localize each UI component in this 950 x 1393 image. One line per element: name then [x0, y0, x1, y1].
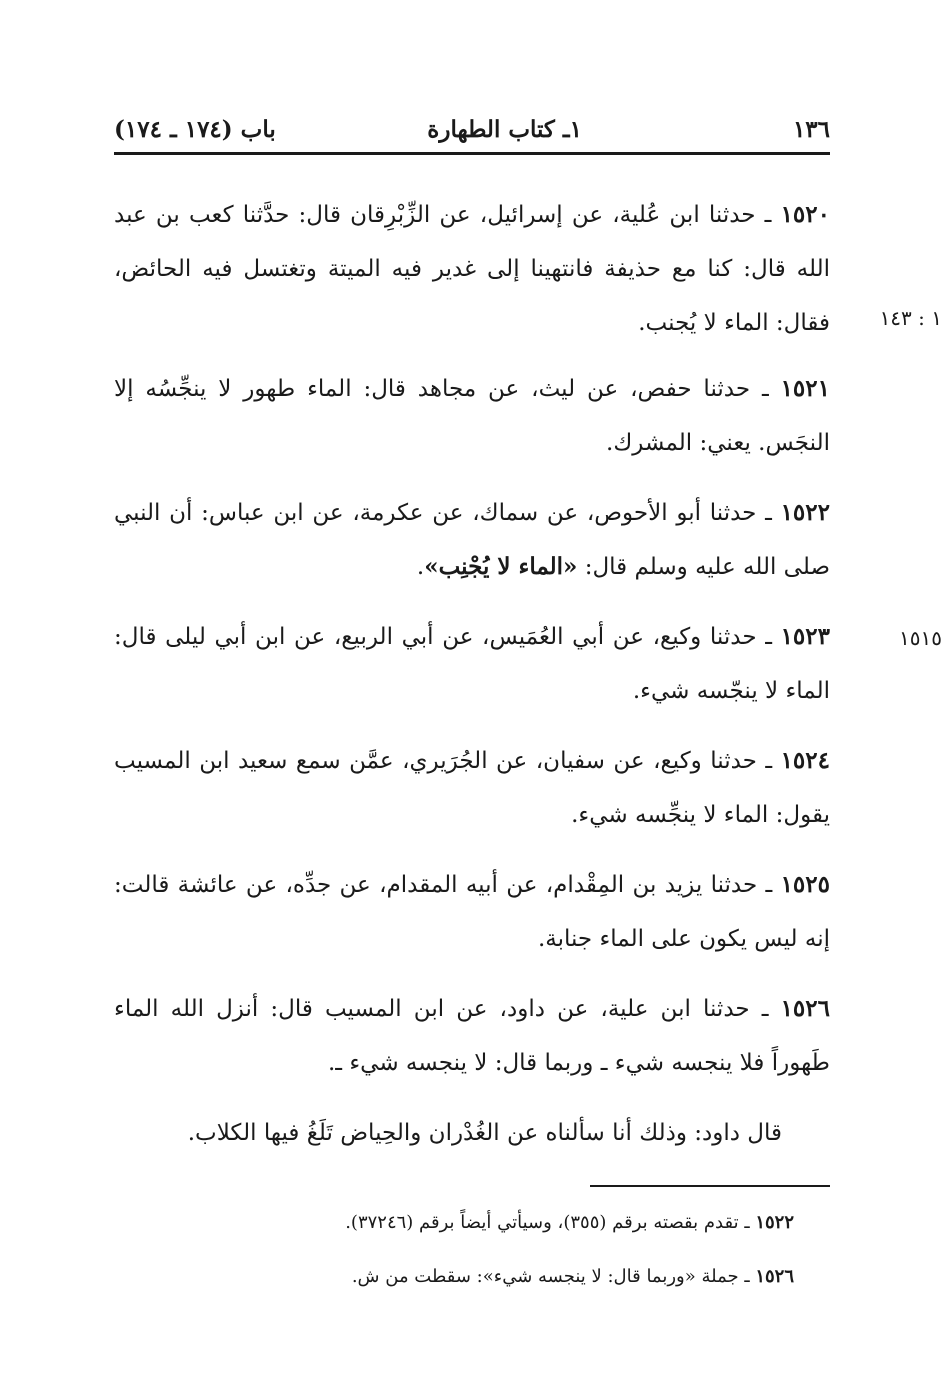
page-number: ١٣٦ — [792, 116, 830, 143]
hadith-number: ١٥٢٠ — [780, 201, 830, 228]
margin-note-reference: ١٥١٥ — [899, 626, 942, 650]
footnote-number: ١٥٢٢ — [755, 1212, 794, 1233]
book-title: ١ـ كتاب الطهارة — [427, 116, 582, 143]
hadith-1520 — [114, 188, 830, 350]
hadith-text: ـ حدثنا ابن علية، عن داود، عن ابن المسيب قال: أنزل الله الماء طَهوراً فلا ينجسه شيء ـ وربما قال: لا ينجسه شيء ـ. — [114, 996, 830, 1076]
footnote-text: ـ جملة «وربما قال: لا ينجسه شيء»: سقطت من ش. — [351, 1266, 756, 1287]
hadith-number: ١٥٢٥ — [780, 871, 830, 898]
footnote-text: ـ تقدم بقصته برقم (٣٥٥)، وسيأتي أيضاً برقم (٣٧٢٤٦). — [345, 1212, 756, 1233]
chapter-range: باب (١٧٤ ـ ١٧٤) — [114, 116, 276, 143]
hadith-continuation: قال داود: وذلك أنا سألناه عن الغُدْران والحِياض تَلَغُ فيها الكلاب. — [187, 1120, 782, 1146]
hadith-text: ـ حدثنا أبو الأحوص، عن سماك، عن عكرمة، عن ابن عباس: أن النبي صلى الله عليه وسلم قال: — [114, 500, 830, 580]
hadith-number: ١٥٢٤ — [780, 747, 830, 774]
page-header — [114, 112, 830, 152]
hadith-1522 — [114, 486, 830, 594]
hadith-number: ١٥٢٦ — [780, 995, 830, 1022]
hadith-text: ـ حدثنا ابن عُلية، عن إسرائيل، عن الزِّبْرِقان قال: حدَّثنا كعب بن عبد الله قال: كنا مع حذيفة فانتهينا إلى غدير فيه الميتة وتغتسل فيه الحائض، فقال: الماء لا يُجنب. — [114, 202, 830, 336]
hadith-number: ١٥٢١ — [780, 375, 830, 402]
hadith-number: ١٥٢٣ — [780, 623, 830, 650]
hadith-1525 — [114, 858, 830, 966]
hadith-1524 — [114, 734, 830, 842]
hadith-1526 — [114, 982, 830, 1090]
footnote-rule — [590, 1185, 830, 1187]
footnote-1526 — [114, 1262, 794, 1292]
footnote-1522 — [114, 1208, 794, 1238]
hadith-quote: «الماء لا يُجْنِب» — [424, 553, 578, 580]
hadith-text: ـ حدثنا يزيد بن المِقْدام، عن أبيه المقدام، عن جدِّه، عن عائشة قالت: إنه ليس يكون على الماء جنابة. — [114, 872, 830, 952]
hadith-1523 — [114, 610, 830, 718]
header-rule — [114, 152, 830, 155]
hadith-text: ـ حدثنا وكيع، عن أبي العُمَيس، عن أبي الربيع، عن ابن أبي ليلى قال: الماء لا ينجّسه شيء. — [114, 624, 830, 704]
hadith-1521 — [114, 362, 830, 470]
margin-note-volume-page: ١ : ١٤٣ — [879, 306, 942, 330]
hadith-text: ـ حدثنا حفص، عن ليث، عن مجاهد قال: الماء طهور لا ينجِّسُه إلا النجَس. يعني: المشرك. — [114, 376, 830, 456]
footnote-number: ١٥٢٦ — [755, 1266, 794, 1287]
hadith-tail: . — [416, 554, 425, 580]
hadith-text: ـ حدثنا وكيع، عن سفيان، عن الجُرَيري، عمَّن سمع سعيد ابن المسيب يقول: الماء لا ينجِّسه شيء. — [114, 748, 830, 828]
hadith-number: ١٥٢٢ — [780, 499, 830, 526]
